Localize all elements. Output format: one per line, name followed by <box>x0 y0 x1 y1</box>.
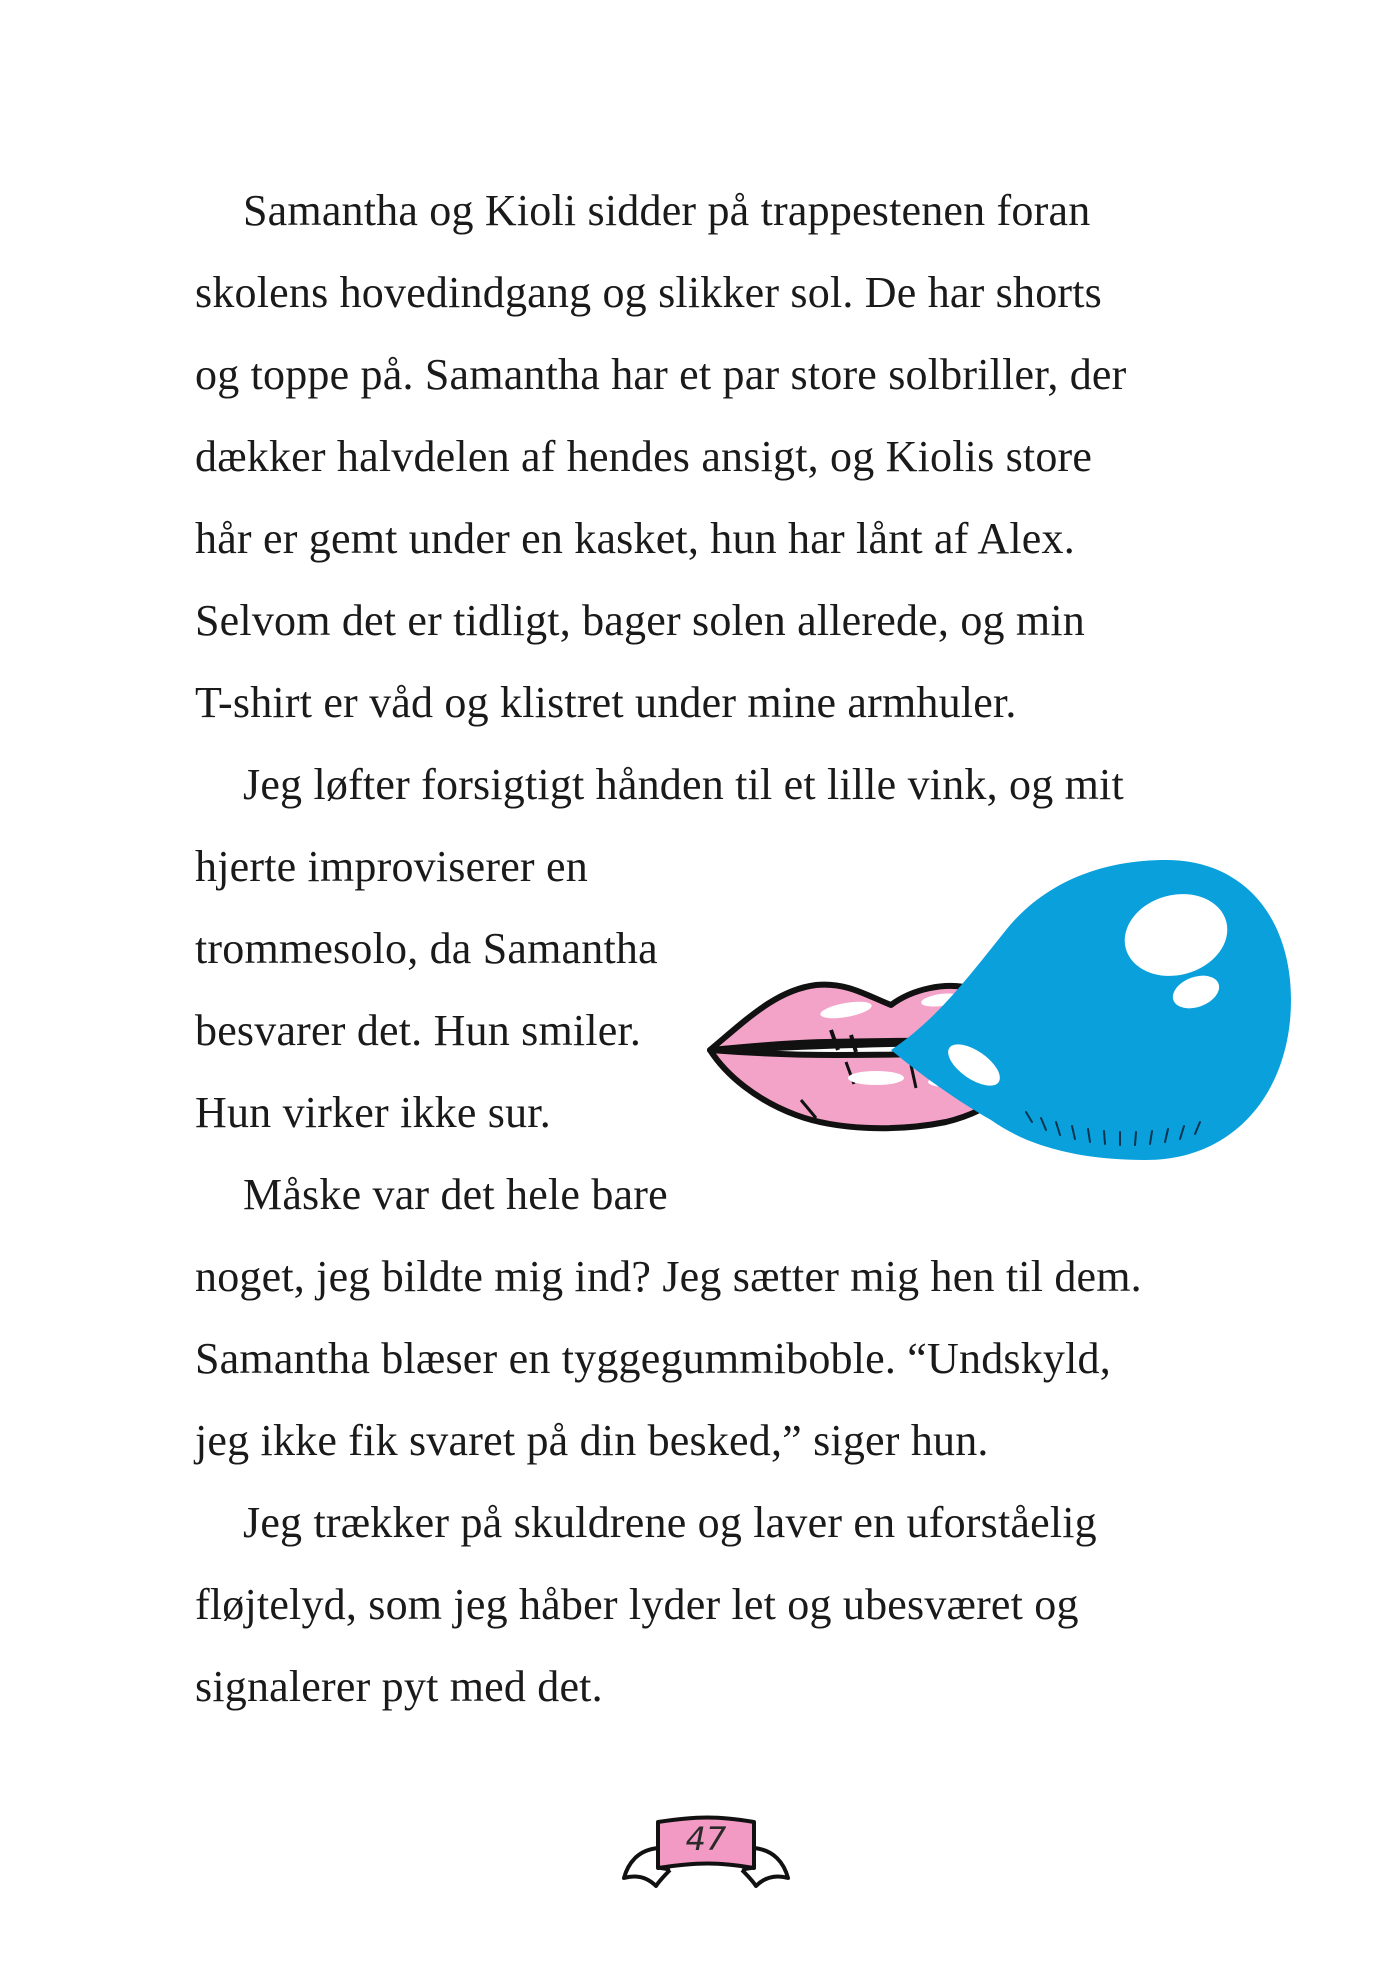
text-line: besvarer det. Hun smiler. <box>195 1006 642 1055</box>
text-line: Jeg løfter forsigtigt hånden til et lille vink, og mit <box>243 760 1124 809</box>
page-number: 47 <box>685 1820 727 1858</box>
text-line: Hun virker ikke sur. <box>195 1088 551 1137</box>
text-line: skolens hovedindgang og slikker sol. De har shorts <box>195 268 1102 317</box>
text-line: Samantha og Kioli sidder på trappestenen foran <box>243 186 1091 235</box>
text-line: T-shirt er våd og klistret under mine armhuler. <box>195 678 1017 727</box>
text-line: Jeg trækker på skuldrene og laver en uforståelig <box>243 1498 1097 1547</box>
text-line: fløjtelyd, som jeg håber lyder let og ubesværet og <box>195 1580 1079 1629</box>
text-line: signalerer pyt med det. <box>195 1662 603 1711</box>
page-number-ribbon <box>618 1808 794 1908</box>
text-line: jeg ikke fik svaret på din besked,” siger hun. <box>195 1416 989 1465</box>
text-line: Samantha blæser en tyggegummiboble. “Undskyld, <box>195 1334 1111 1383</box>
text-line: hjerte improviserer en <box>195 842 588 891</box>
text-line: trommesolo, da Samantha <box>195 924 658 973</box>
text-line: noget, jeg bildte mig ind? Jeg sætter mig hen til dem. <box>195 1252 1142 1301</box>
text-line: dækker halvdelen af hendes ansigt, og Kiolis store <box>195 432 1093 481</box>
text-line: hår er gemt under en kasket, hun har lånt af Alex. <box>195 514 1075 563</box>
lips-bubblegum-icon <box>706 850 1296 1190</box>
text-line: og toppe på. Samantha har et par store solbriller, der <box>195 350 1127 399</box>
text-line: Måske var det hele bare <box>243 1170 668 1219</box>
text-line: Selvom det er tidligt, bager solen allerede, og min <box>195 596 1085 645</box>
